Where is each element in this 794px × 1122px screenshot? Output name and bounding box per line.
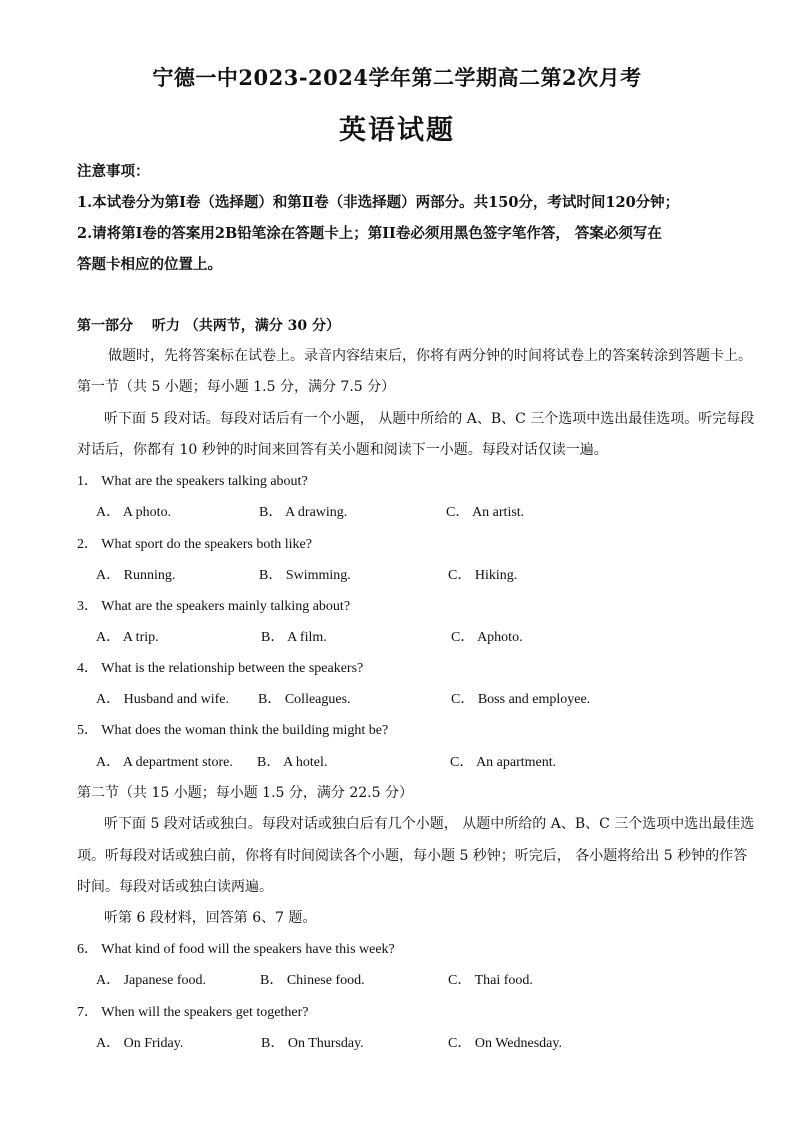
- exam-subtitle: 英语试题: [339, 115, 455, 146]
- question-2: 2． What sport do the speakers both like?: [77, 537, 312, 552]
- section1-heading: 第一节（共 5 小题；每小题 1.5 分，满分 7.5 分）: [77, 379, 396, 395]
- notice-item-2-line-1: 2.请将第Ⅰ卷的答案用2B铅笔涂在答题卡上；第II卷必须用黑色签字笔作答， 答案必须写在: [77, 225, 662, 242]
- section2-instruction-line-2: 项。听每段对话或独白前，你将有时间阅读各个小题，每小题 5 秒钟；听完后， 各小题将给出 5 秒钟的作答: [77, 848, 748, 864]
- notice-item-1: 1.本试卷分为第Ⅰ卷（选择题）和第Ⅱ卷（非选择题）两部分。共150分，考试时间120分钟；: [77, 194, 680, 211]
- question-3: 3． What are the speakers mainly talking about?: [77, 599, 351, 614]
- question-3-option-a: A． A trip.: [96, 630, 159, 645]
- notice-item-2-line-2: 答题卡相应的位置上。: [77, 256, 222, 273]
- question-6-option-b: B． Chinese food.: [260, 973, 365, 988]
- question-7-option-b: B． On Thursday.: [261, 1036, 364, 1051]
- section1-instruction-line-1: 听下面 5 段对话。每段对话后有一个小题， 从题中所给的 A、B、C 三个选项中选出最佳选项。听完每段: [104, 411, 755, 427]
- question-7-option-a: A． On Friday.: [96, 1036, 184, 1051]
- question-3-option-c: C． Aphoto.: [451, 630, 523, 645]
- question-1: 1． What are the speakers talking about?: [77, 474, 308, 489]
- section2-instruction-line-3: 时间。每段对话或独白读两遍。: [77, 879, 273, 895]
- question-5-option-a: A． A department store.: [96, 755, 233, 770]
- section2-instruction-line-1: 听下面 5 段对话或独白。每段对话或独白后有几个小题， 从题中所给的 A、B、C 三个选项中选出最佳选: [104, 816, 755, 832]
- question-1-option-c: C． An artist.: [446, 505, 525, 520]
- material-6-heading: 听第 6 段材料，回答第 6、7 题。: [104, 910, 317, 926]
- section1-instruction-line-2: 对话后，你都有 10 秒钟的时间来回答有关小题和阅读下一小题。每段对话仅读一遍。: [77, 442, 608, 458]
- question-4-option-a: A． Husband and wife.: [96, 692, 229, 707]
- question-6: 6． What kind of food will the speakers have this week?: [77, 942, 395, 957]
- question-4-option-b: B． Colleagues.: [258, 692, 351, 707]
- question-1-option-a: A． A photo.: [96, 505, 172, 520]
- exam-title: 宁德一中2023-2024学年第二学期高二第2次月考: [152, 65, 642, 90]
- question-7-option-c: C． On Wednesday.: [448, 1036, 562, 1051]
- question-5-option-c: C． An apartment.: [450, 755, 557, 770]
- question-3-option-b: B． A film.: [261, 630, 327, 645]
- part1-heading: 第一部分 听力 （共两节，满分 30 分）: [77, 318, 340, 334]
- question-7: 7． When will the speakers get together?: [77, 1005, 309, 1020]
- question-2-option-a: A． Running.: [96, 568, 176, 583]
- question-1-option-b: B． A drawing.: [259, 505, 348, 520]
- question-5-option-b: B． A hotel.: [257, 755, 328, 770]
- question-4: 4． What is the relationship between the speakers?: [77, 661, 364, 676]
- section2-heading: 第二节（共 15 小题；每小题 1.5 分，满分 22.5 分）: [77, 785, 413, 801]
- question-5: 5． What does the woman think the building might be?: [77, 723, 389, 738]
- question-4-option-c: C． Boss and employee.: [451, 692, 591, 707]
- question-6-option-a: A． Japanese food.: [96, 973, 207, 988]
- part1-instruction: 做题时，先将答案标在试卷上。录音内容结束后，你将有两分钟的时间将试卷上的答案转涂到答题卡上。: [108, 348, 752, 364]
- question-2-option-b: B． Swimming.: [259, 568, 351, 583]
- question-6-option-c: C． Thai food.: [448, 973, 533, 988]
- notice-heading: 注意事项：: [77, 163, 150, 180]
- question-2-option-c: C． Hiking.: [448, 568, 518, 583]
